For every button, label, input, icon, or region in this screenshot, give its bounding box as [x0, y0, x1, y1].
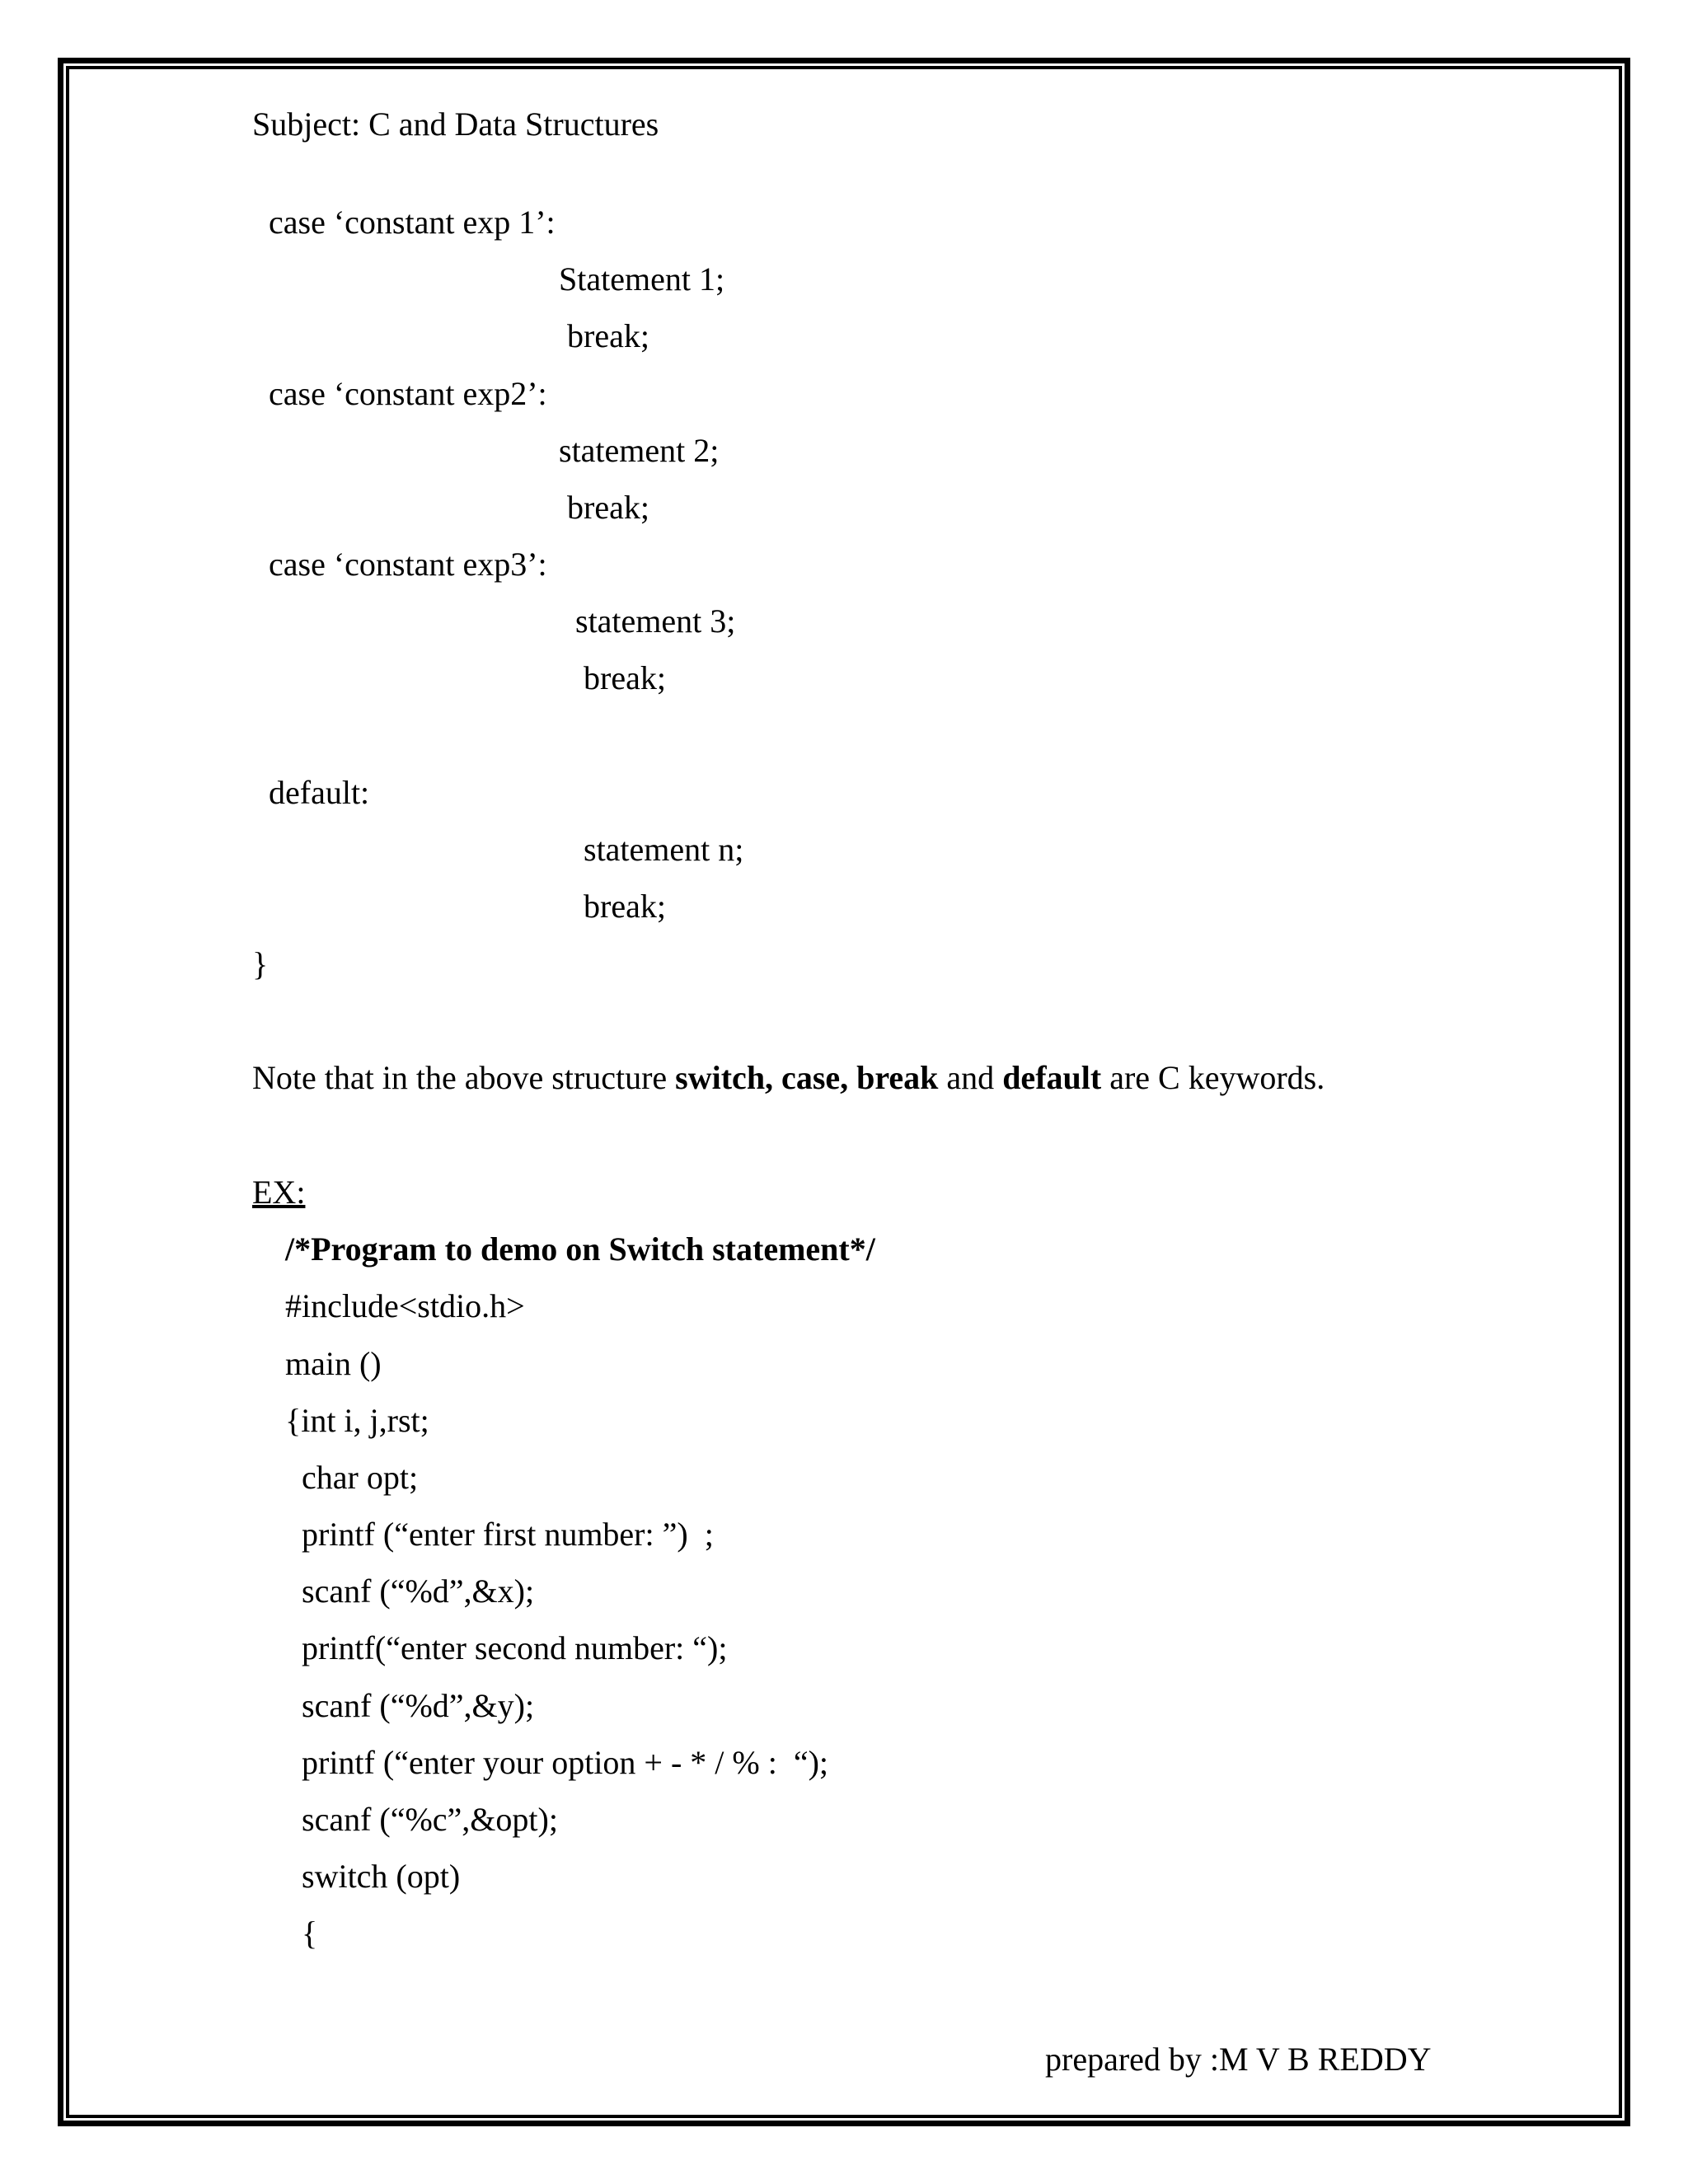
- code-line: scanf (“%d”,&x);: [302, 1572, 535, 1610]
- code-line: #include<stdio.h>: [285, 1287, 525, 1324]
- code-line: char opt;: [302, 1459, 419, 1496]
- code-line: scanf (“%c”,&opt);: [302, 1801, 558, 1838]
- syntax-statement-n: statement n;: [584, 831, 744, 868]
- code-line: printf(“enter second number: “);: [302, 1629, 728, 1666]
- syntax-break-1: break;: [567, 317, 649, 354]
- syntax-statement-1: Statement 1;: [559, 260, 725, 298]
- code-line: printf (“enter your option + - * / % : “);: [302, 1744, 829, 1781]
- syntax-statement-3: statement 3;: [575, 602, 736, 640]
- code-line: switch (opt): [302, 1858, 461, 1895]
- code-line: {: [302, 1915, 318, 1952]
- code-line: {int i, j,rst;: [285, 1402, 429, 1439]
- syntax-break-n: break;: [584, 888, 666, 925]
- syntax-case-1: case ‘constant exp 1’:: [269, 204, 556, 241]
- code-line: main (): [285, 1345, 382, 1382]
- syntax-break-2: break;: [567, 489, 649, 526]
- prepared-by-footer: prepared by :M V B REDDY: [1045, 2041, 1432, 2078]
- keywords-note: Note that in the above structure switch, case, break and default are C keywords.: [252, 1059, 1325, 1096]
- syntax-case-2: case ‘constant exp2’:: [269, 375, 547, 412]
- syntax-statement-2: statement 2;: [559, 432, 720, 469]
- subject-header: Subject: C and Data Structures: [252, 105, 659, 143]
- syntax-break-3: break;: [584, 659, 666, 696]
- example-label: EX:: [252, 1174, 306, 1211]
- syntax-closing-brace: }: [252, 945, 269, 982]
- syntax-default: default:: [269, 774, 370, 811]
- code-line: scanf (“%d”,&y);: [302, 1687, 535, 1724]
- syntax-case-3: case ‘constant exp3’:: [269, 546, 547, 583]
- code-comment: /*Program to demo on Switch statement*/: [285, 1230, 875, 1268]
- code-line: printf (“enter first number: ”) ;: [302, 1516, 714, 1553]
